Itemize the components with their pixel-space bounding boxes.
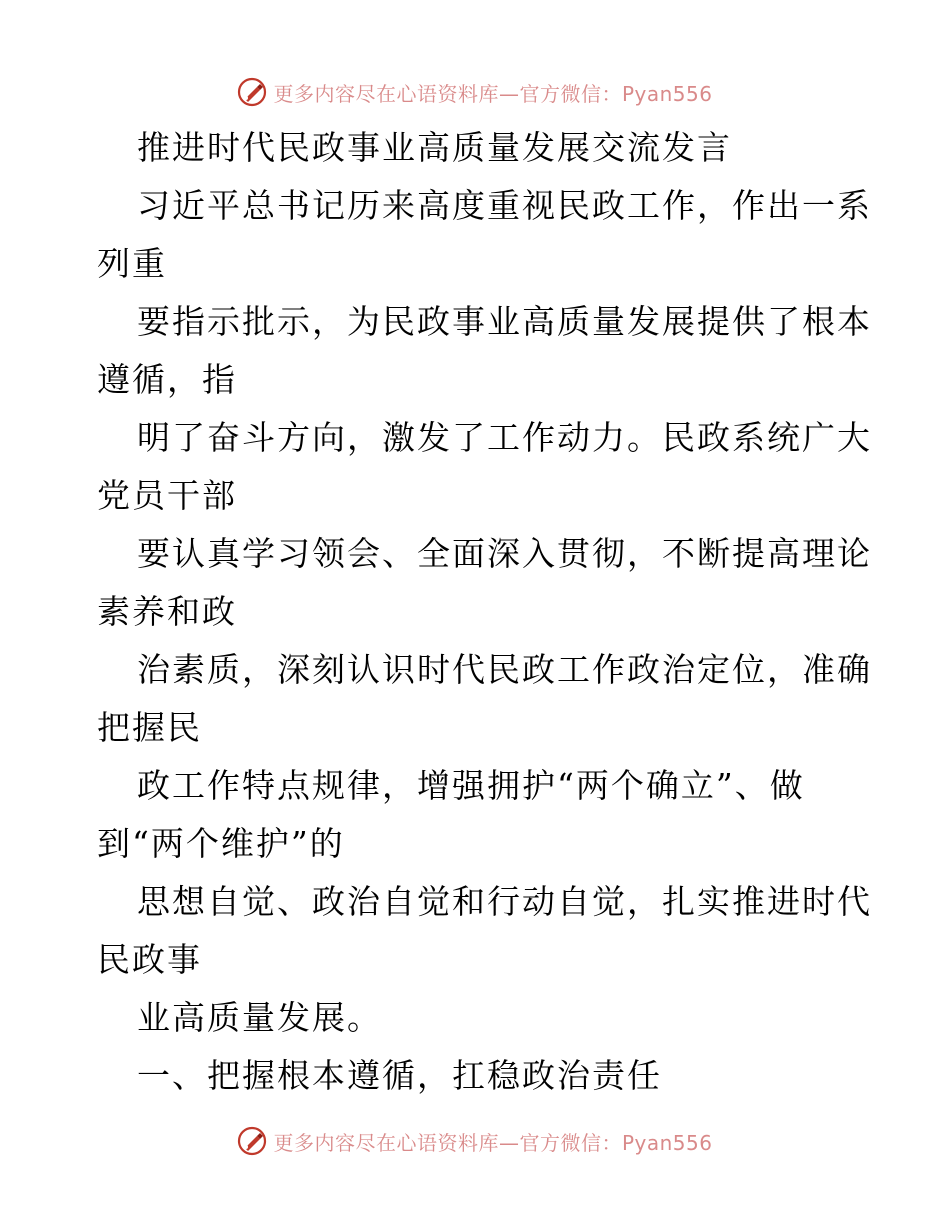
paragraph-line: 政工作特点规律，增强拥护“两个确立”、做 (137, 766, 805, 805)
paragraph-line: 习近平总书记历来高度重视民政工作，作出一系 (137, 186, 872, 225)
paragraph-line: 要指示批示，为民政事业高质量发展提供了根本 (137, 302, 872, 341)
watermark-text: 更多内容尽在心语资料库—官方微信：Pyan556 (273, 1130, 713, 1155)
paragraph-line: 列重 (97, 244, 167, 283)
watermark-footer (0, 1121, 950, 1161)
document-title: 推进时代民政事业高质量发展交流发言 (137, 128, 732, 167)
section-heading: 一、把握根本遵循，扛稳政治责任 (137, 1056, 662, 1095)
paragraph-line: 治素质，深刻认识时代民政工作政治定位，准确 (137, 650, 872, 689)
paragraph-line: 素养和政 (97, 592, 237, 631)
paragraph-line: 遵循，指 (97, 360, 237, 399)
paragraph-line: 思想自觉、政治自觉和行动自觉，扎实推进时代 (137, 882, 872, 921)
paragraph-line: 把握民 (97, 708, 202, 747)
paragraph-line: 业高质量发展。 (137, 998, 382, 1037)
paragraph-line: 民政事 (97, 940, 202, 979)
pen-logo-icon (237, 1126, 267, 1156)
paragraph-line: 明了奋斗方向，激发了工作动力。民政系统广大 (137, 418, 872, 457)
paragraph-line: 要认真学习领会、全面深入贯彻，不断提高理论 (137, 534, 872, 573)
paragraph-line: 到“两个维护”的 (97, 824, 345, 863)
paragraph-line: 党员干部 (97, 476, 237, 515)
watermark-text: 更多内容尽在心语资料库—官方微信：Pyan556 (273, 81, 713, 106)
